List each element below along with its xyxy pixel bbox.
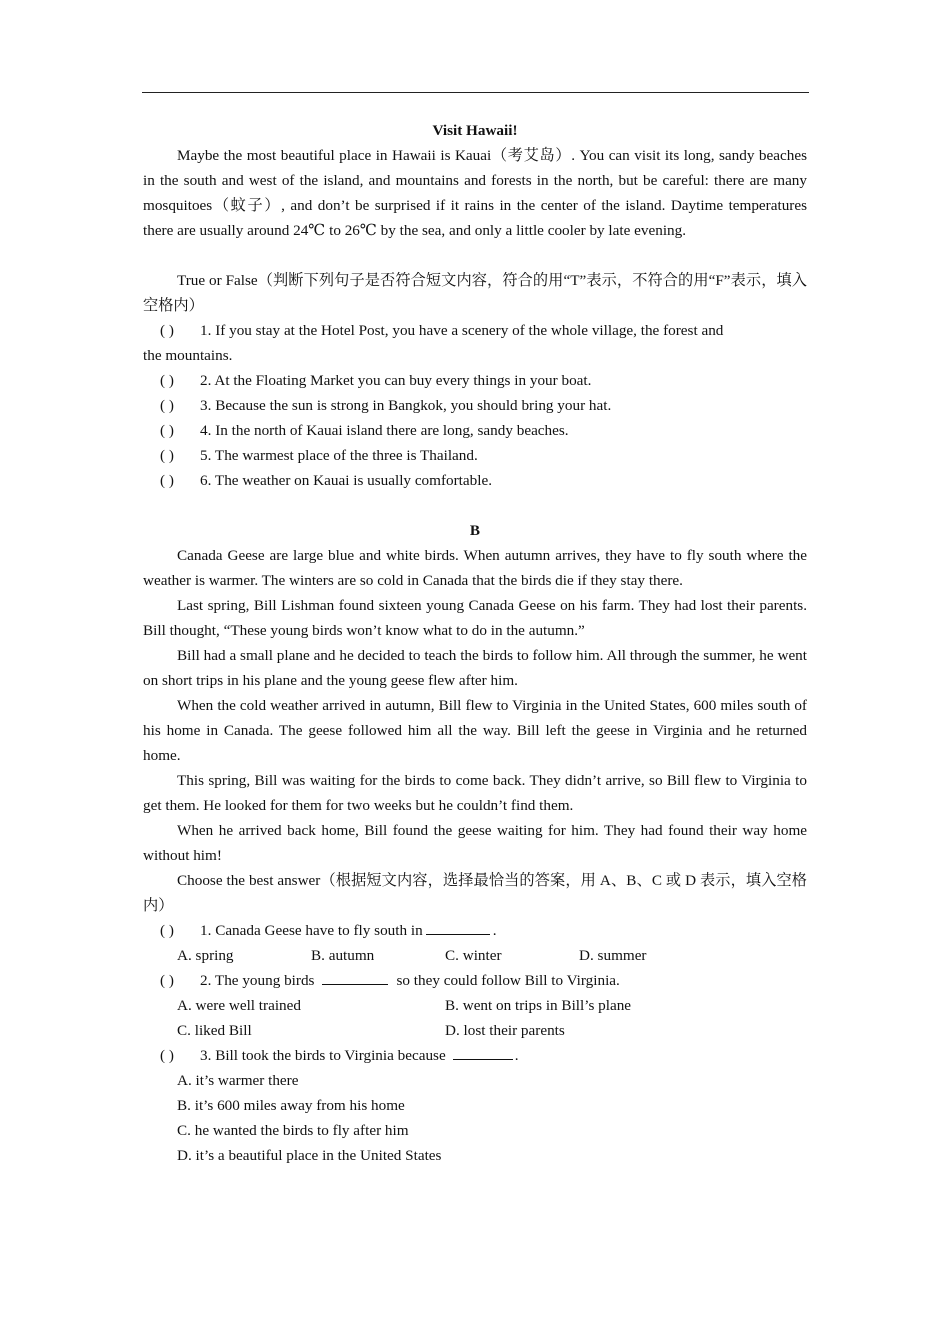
mc-question-1-options xyxy=(143,943,807,968)
question-text-end: . xyxy=(514,1047,519,1064)
question-text: 6. The weather on Kauai is usually comfortable. xyxy=(200,472,492,489)
option-a: A. spring xyxy=(177,947,234,964)
tf-question-1 xyxy=(143,318,807,343)
mc-question-3-option-d: D. it’s a beautiful place in the United States xyxy=(177,1147,442,1164)
answer-blank[interactable] xyxy=(426,919,490,935)
tf-question-5 xyxy=(143,443,807,468)
answer-blank[interactable] xyxy=(453,1044,513,1060)
tf-question-6 xyxy=(143,468,807,493)
passage-b-paragraph-6: When he arrived back home, Bill found the geese waiting for him. They had found their way home without him! xyxy=(143,822,807,864)
question-text: 2. The young birds xyxy=(200,972,315,989)
option-d: D. lost their parents xyxy=(445,1022,565,1039)
question-text-end: so they could follow Bill to Virginia. xyxy=(396,972,620,989)
passage-a-paragraph: Maybe the most beautiful place in Hawaii is Kauai（考艾岛）. You can visit its long, sandy beaches in the south and west of the island, and mountains and forests in the north, but be careful: there are many mosquitoes（蚊子）, and don’t be surprised if it rains in the center of the island. Daytime temperatures there are usually around 24℃ to 26℃ by the sea, and only a little cooler by late evening. xyxy=(143,147,807,239)
option-b: B. went on trips in Bill’s plane xyxy=(445,997,632,1014)
mc-question-3-option-a: A. it’s warmer there xyxy=(177,1072,299,1089)
option-d: D. summer xyxy=(579,947,647,964)
question-text: 3. Bill took the birds to Virginia because xyxy=(200,1047,446,1064)
tf-question-1-continuation: the mountains. xyxy=(143,347,233,364)
mc-question-1 xyxy=(143,918,807,943)
tf-question-3 xyxy=(143,393,807,418)
question-text: 1. Canada Geese have to fly south in xyxy=(200,922,423,939)
mc-question-2-options-row-2 xyxy=(143,1018,807,1043)
answer-paren[interactable]: ( ) xyxy=(160,472,174,489)
question-text: 4. In the north of Kauai island there are long, sandy beaches. xyxy=(200,422,569,439)
answer-paren[interactable]: ( ) xyxy=(160,972,174,989)
passage-b-title: B xyxy=(469,522,481,539)
mc-question-2-options-row-1 xyxy=(143,993,807,1018)
option-c: C. liked Bill xyxy=(177,1022,252,1039)
question-text: 2. At the Floating Market you can buy every things in your boat. xyxy=(200,372,592,389)
tf-question-2 xyxy=(143,368,807,393)
mc-question-3 xyxy=(143,1043,807,1068)
passage-b-paragraph-4: When the cold weather arrived in autumn, Bill flew to Virginia in the United States, 600 miles south of his home in Canada. The geese followed him all the way. Bill left the geese in Virginia and he returned home. xyxy=(143,697,807,764)
answer-paren[interactable]: ( ) xyxy=(160,397,174,414)
answer-paren[interactable]: ( ) xyxy=(160,922,174,939)
question-text: 3. Because the sun is strong in Bangkok, you should bring your hat. xyxy=(200,397,612,414)
option-a: A. were well trained xyxy=(177,997,301,1014)
multiple-choice-instruction: Choose the best answer（根据短文内容，选择最恰当的答案，用 A、B、C 或 D 表示，填入空格内） xyxy=(143,872,807,914)
answer-paren[interactable]: ( ) xyxy=(160,322,174,339)
mc-question-3-option-b: B. it’s 600 miles away from his home xyxy=(177,1097,405,1114)
passage-b-paragraph-3: Bill had a small plane and he decided to teach the birds to follow him. All through the summer, he went on short trips in his plane and the young geese flew after him. xyxy=(143,647,807,689)
answer-paren[interactable]: ( ) xyxy=(160,1047,174,1064)
true-false-instruction: True or False（判断下列句子是否符合短文内容，符合的用“T”表示，不符合的用“F”表示，填入空格内） xyxy=(143,272,807,314)
answer-paren[interactable]: ( ) xyxy=(160,447,174,464)
header-rule xyxy=(142,92,809,93)
passage-b-paragraph-2: Last spring, Bill Lishman found sixteen young Canada Geese on his farm. They had lost their parents. Bill thought, “These young birds won’t know what to do in the autumn.” xyxy=(143,597,807,639)
mc-question-3-option-c: C. he wanted the birds to fly after him xyxy=(177,1122,409,1139)
question-text: 1. If you stay at the Hotel Post, you have a scenery of the whole village, the forest and xyxy=(200,322,724,339)
passage-b-paragraph-1: Canada Geese are large blue and white birds. When autumn arrives, they have to fly south where the weather is warmer. The winters are so cold in Canada that the birds die if they stay there. xyxy=(143,547,807,589)
answer-paren[interactable]: ( ) xyxy=(160,422,174,439)
question-text-end: . xyxy=(492,922,497,939)
question-text: 5. The warmest place of the three is Thailand. xyxy=(200,447,478,464)
answer-paren[interactable]: ( ) xyxy=(160,372,174,389)
option-c: C. winter xyxy=(445,947,502,964)
mc-question-2 xyxy=(143,968,807,993)
option-b: B. autumn xyxy=(311,947,375,964)
tf-question-4 xyxy=(143,418,807,443)
passage-a-title: Visit Hawaii! xyxy=(432,122,518,139)
document-page xyxy=(143,118,807,1168)
answer-blank[interactable] xyxy=(322,969,388,985)
passage-b-paragraph-5: This spring, Bill was waiting for the birds to come back. They didn’t arrive, so Bill flew to Virginia to get them. He looked for them for two weeks but he couldn’t find them. xyxy=(143,772,807,814)
